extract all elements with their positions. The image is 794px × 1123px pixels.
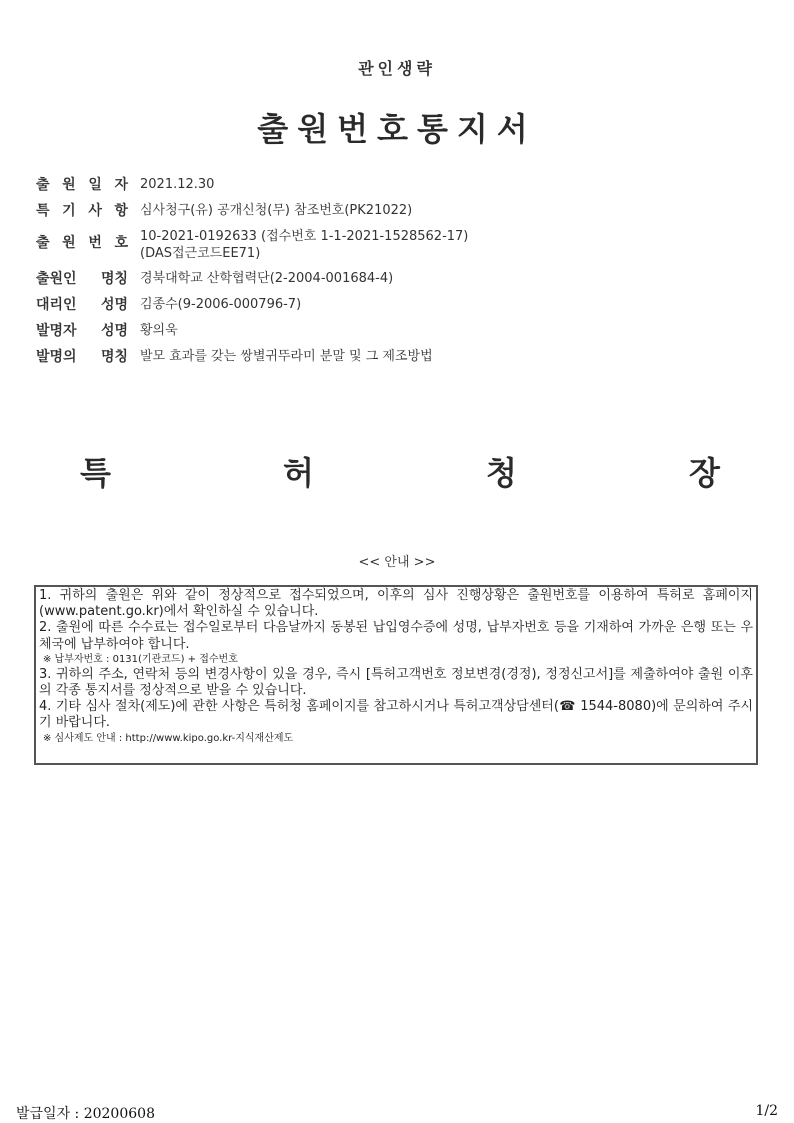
field-label: 출원인 명칭	[36, 271, 128, 287]
field-invention-title	[36, 348, 756, 366]
issue-date: 발급일자 : 20200608	[16, 1106, 155, 1122]
application-info-table	[36, 176, 756, 374]
notice-note: ※ 심사제도 안내 : http://www.kipo.go.kr-지식재산제도	[43, 732, 294, 744]
field-value: 발모 효과를 갖는 쌍별귀뚜라미 분말 및 그 제조방법	[140, 349, 433, 364]
notice-item: 3. 귀하의 주소, 연락처 등의 변경사항이 있을 경우, 즉시 [특허고객번호 정보변경(경정), 정정신고서]를 제출하여야 출원 이후의 각종 통지서를 정상적으로 받을 수 있습니다.	[39, 666, 753, 699]
field-agent-name	[36, 296, 756, 314]
issuing-office: 특 허 청 장	[80, 454, 720, 492]
field-label: 출 원 일 자	[36, 177, 128, 193]
field-inventor-name	[36, 322, 756, 340]
notice-item: 2. 출원에 따른 수수료는 접수일로부터 다음날까지 동봉된 납입영수증에 성명, 납부자번호 등을 기재하여 가까운 은행 또는 우체국에 납부하여야 합니다.	[39, 620, 753, 652]
field-value: 김종수(9-2006-000796-7)	[140, 297, 302, 312]
field-value: 심사청구(유) 공개신청(무) 참조번호(PK21022)	[140, 203, 413, 218]
field-special-notes	[36, 202, 756, 220]
page-number: 1/2	[755, 1103, 778, 1119]
notice-note: ※ 납부자번호 : 0131(기관코드) + 접수번호	[43, 653, 238, 665]
notice-box	[34, 585, 758, 765]
field-application-number	[36, 228, 756, 262]
field-label: 발명자 성명	[36, 323, 128, 339]
field-value: 경북대학교 산학협력단(2-2004-001684-4)	[140, 271, 394, 286]
notice-item: 1. 귀하의 출원은 위와 같이 정상적으로 접수되었으며, 이후의 심사 진행상황은 출원번호를 이용하여 특허로 홈페이지(www.patent.go.kr)에서 확인하실 수 있습니다.	[39, 588, 753, 620]
field-filing-date	[36, 176, 756, 194]
field-applicant-name	[36, 270, 756, 288]
field-value: 황의욱	[140, 323, 178, 338]
field-label: 특 기 사 항	[36, 203, 128, 219]
notice-item: 4. 기타 심사 절차(제도)에 관한 사항은 특허청 홈페이지를 참고하시거나 특허고객상담센터(☎ 1544-8080)에 문의하여 주시기 바랍니다.	[39, 699, 753, 731]
seal-omitted-note: 관인생략	[358, 59, 436, 78]
field-label: 출 원 번 호	[36, 235, 128, 251]
field-label: 대리인 성명	[36, 297, 128, 313]
document-title: 출원번호통지서	[257, 110, 537, 148]
notice-heading: << 안내 >>	[358, 555, 436, 570]
field-label: 발명의 명칭	[36, 349, 128, 365]
field-value: 2021.12.30	[140, 177, 215, 192]
field-value: 10-2021-0192633 (접수번호 1-1-2021-1528562-17) (DAS접근코드EE71)	[140, 229, 469, 261]
